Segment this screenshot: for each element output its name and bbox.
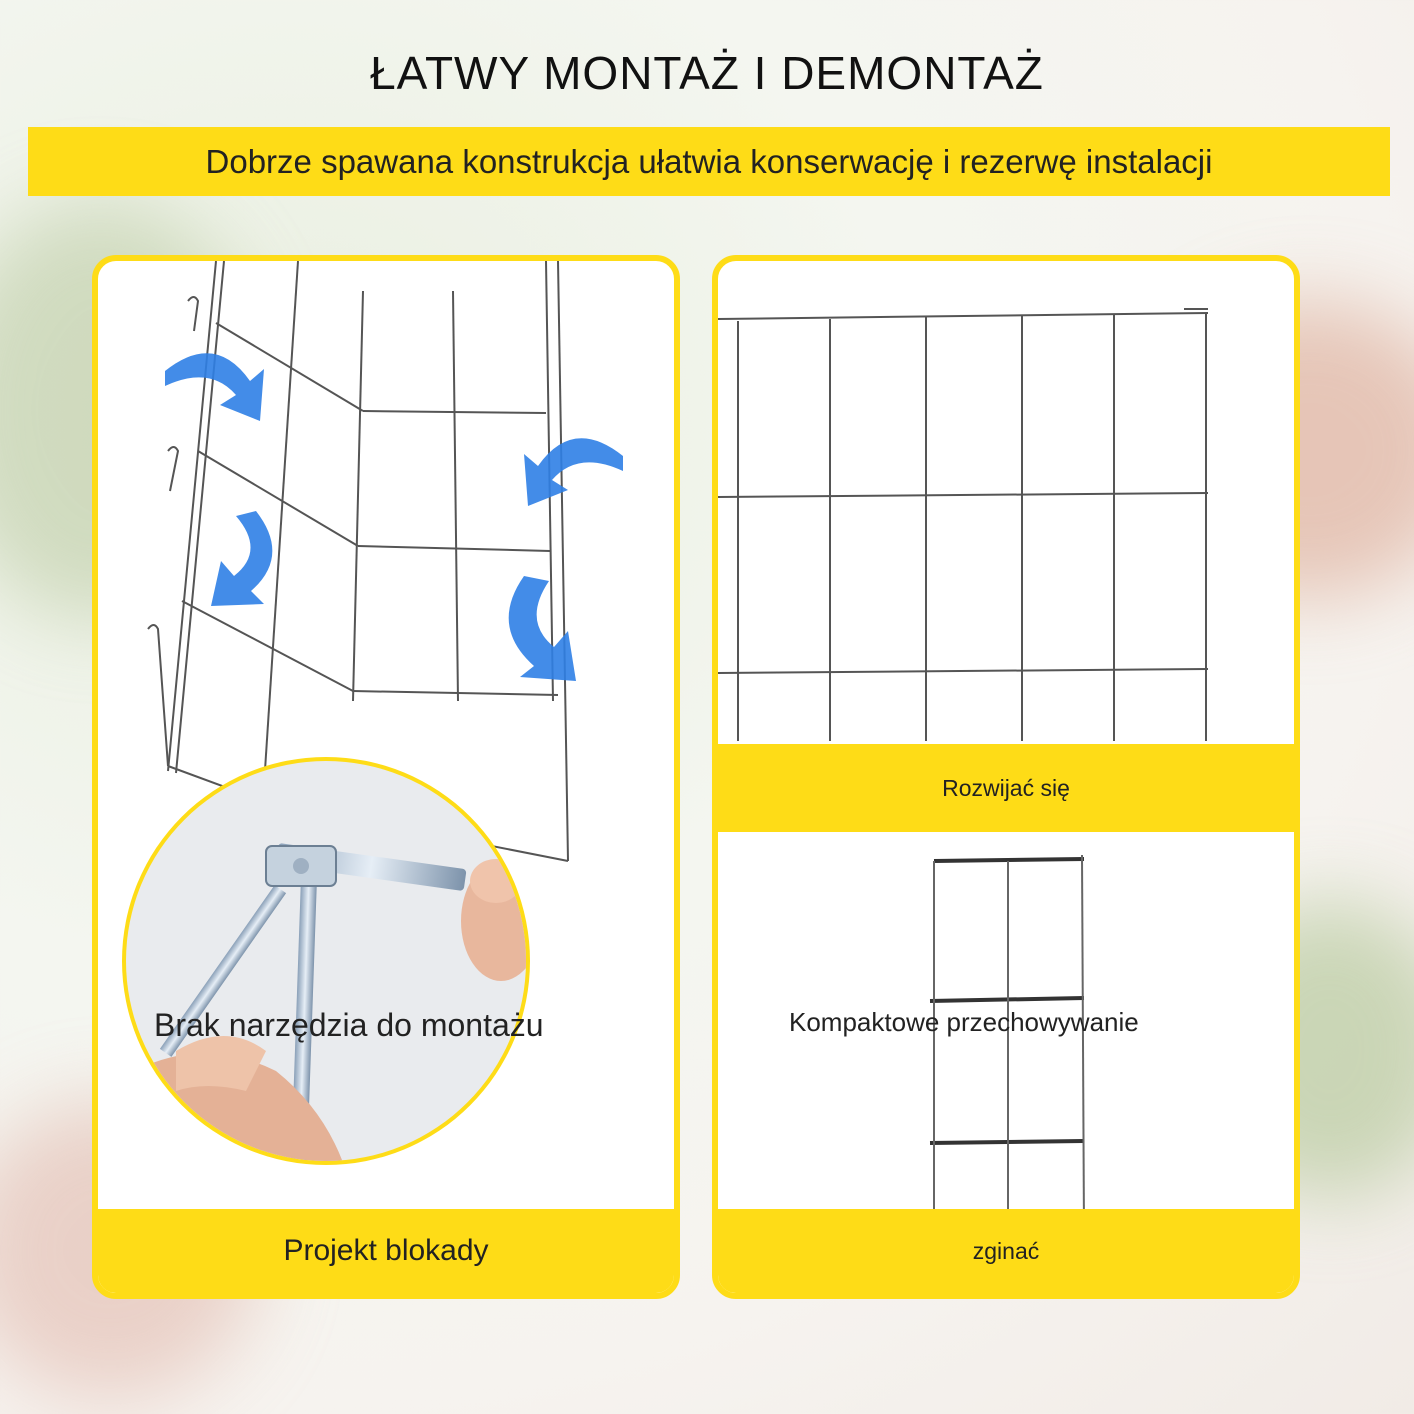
page-title: ŁATWY MONTAŻ I DEMONTAŻ: [370, 47, 1044, 99]
lock-closeup-photo: [116, 751, 536, 1171]
subtitle-banner: [28, 127, 1390, 196]
folded-flat-trellis-illustration: [718, 851, 1294, 1231]
compact-storage-caption: Kompaktowe przechowywanie: [789, 1007, 1139, 1037]
arrow-icon: [160, 341, 270, 431]
lock-design-label-bar: [98, 1209, 674, 1293]
unfolded-trellis-illustration: [718, 261, 1294, 741]
subtitle-text: Dobrze spawana konstrukcja ułatwia konserwację i rezerwę instalacji: [205, 142, 1213, 180]
arrow-icon: [518, 426, 628, 516]
no-tools-caption: Brak narzędzia do montażu: [154, 1007, 544, 1043]
lock-design-label: Projekt blokady: [283, 1234, 489, 1267]
unfold-label: Rozwijać się: [942, 774, 1070, 801]
lock-design-panel: [92, 255, 680, 1299]
arrow-icon: [196, 506, 296, 616]
compact-storage-panel: [712, 255, 1300, 1299]
unfold-label-bar: [718, 744, 1294, 832]
arrow-icon: [494, 571, 594, 691]
fold-label: zginać: [972, 1237, 1040, 1264]
fold-label-bar: [718, 1209, 1294, 1293]
